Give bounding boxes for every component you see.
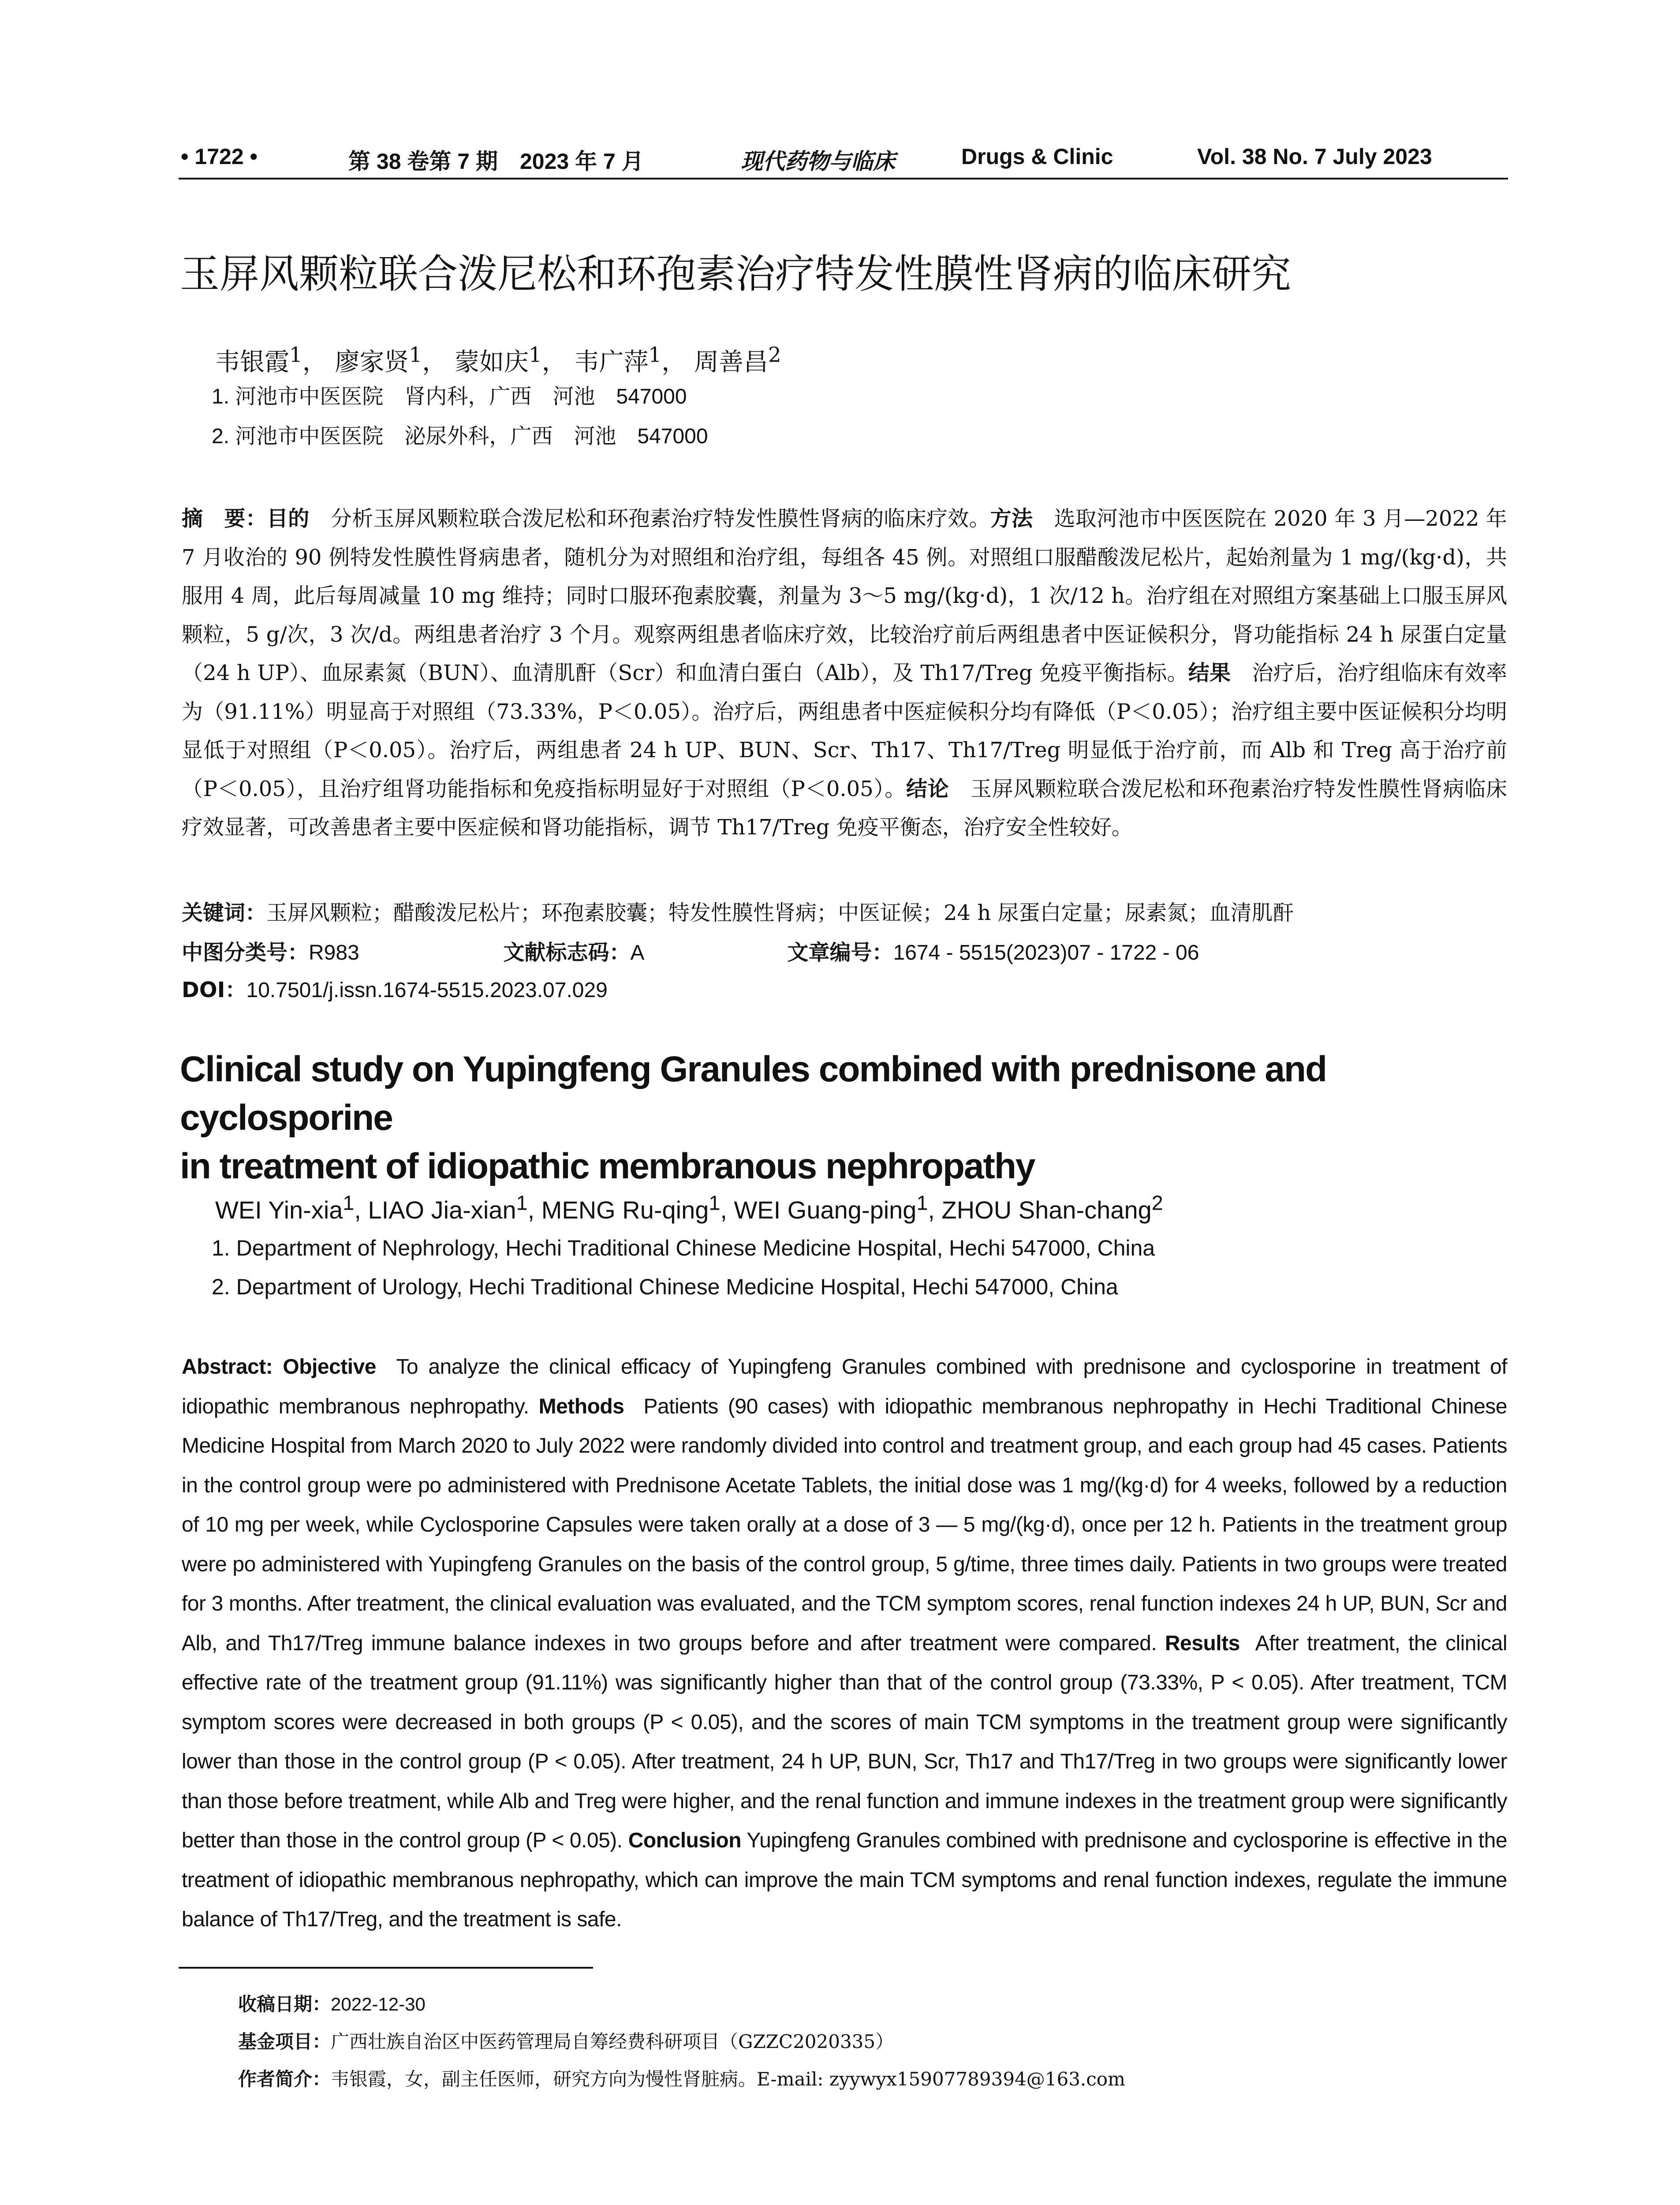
author-bio-text: 韦银霞，女，副主任医师，研究方向为慢性肾脏病。E-mail: zyywyx15907789394@163.com — [331, 2068, 1125, 2090]
conclusion-text-cn: 玉屏风颗粒联合泼尼松和环孢素治疗特发性膜性肾病临床疗效显著，可改善患者主要中医症候和肾功能指标，调节 Th17/Treg 免疫平衡态，治疗安全性较好。 — [182, 776, 1507, 840]
methods-label-en: Methods — [538, 1394, 624, 1418]
footnote-funding — [238, 2029, 894, 2055]
affiliation-cn-1: 1. 河池市中医医院 肾内科，广西 河池 547000 — [212, 385, 687, 408]
article-no-label: 文章编号： — [787, 940, 893, 965]
author-cn: 周善昌$^2$ — [694, 343, 781, 377]
affiliation-en-1: 1. Department of Nephrology, Hechi Traditional Chinese Medicine Hospital, Hechi 547000, China — [212, 1236, 1155, 1260]
abstract-label-cn: 摘 要： — [182, 506, 267, 531]
clc-label: 中图分类号： — [182, 940, 309, 965]
affiliation-en-2: 2. Department of Urology, Hechi Traditional Chinese Medicine Hospital, Hechi 547000, China — [212, 1274, 1118, 1299]
doi — [182, 977, 608, 1004]
abstract-label-en: Abstract: — [182, 1355, 283, 1379]
objective-label-en: Objective — [283, 1355, 376, 1379]
author-en: LIAO Jia-xian$^1$ — [368, 1191, 528, 1224]
article-no-value: 1674 - 5515(2023)07 - 1722 - 06 — [893, 941, 1199, 964]
keywords-cn — [182, 900, 1294, 926]
journal-name-cn: 现代药物与临床 — [741, 148, 895, 174]
objective-text-cn: 分析玉屏风颗粒联合泼尼松和环孢素治疗特发性膜性肾病的临床疗效。 — [330, 506, 990, 531]
conclusion-label-en: Conclusion — [628, 1829, 742, 1852]
author-en: MENG Ru-qing$^1$ — [541, 1191, 721, 1224]
footnote-received — [238, 1991, 426, 2018]
authors-en: WEI Yin-xia$^1$, LIAO Jia-xian$^1$, MENG Ru-qing$^1$, WEI Guang-ping$^1$, ZHOU Shan-chang$^2$ — [215, 1191, 1163, 1224]
methods-text-cn: 选取河池市中医医院在 2020 年 3 月—2022 年 7 月收治的 90 例特发性膜性肾病患者，随机分为对照组和治疗组，每组各 45 例。对照组口服醋酸泼尼松片，起始剂量为 1 mg/(kg·d)，共服用 4 周，此后每周减量 10 mg 维持；同时口服环孢素胶囊，剂量为 3～5 mg/(kg·d)，1 次/12 h。治疗组在对照组方案基础上口服玉屏风颗粒，5 g/次，3 次/d。两组患者治疗 3 个月。观察两组患者临床疗效，比较治疗前后两组患者中医证候积分，肾功能指标 24 h 尿蛋白定量（24 h UP）、血尿素氮（BUN）、血清肌酐（Scr）和血清白蛋白（Alb），及 Th17/Treg 免疫平衡指标。 — [182, 506, 1507, 685]
methods-text-en: Patients (90 cases) with idiopathic membranous nephropathy in Hechi Traditional Chinese Medicine Hospital from March 2020 to July 2022 were randomly divided into control and treatment group, and each group had 45 cases. Patients in the control group were po administered with Prednisone Acetate Tablets, the initial dose was 1 mg/(kg·d) for 4 weeks, followed by a reduction of 10 mg per week, while Cyclosporine Capsules were taken orally at a dose of 3 — 5 mg/(kg·d), once per 12 h. Patients in the treatment group were po administered with Yupingfeng Granules on the basis of the control group, 5 g/time, three times daily. Patients in two groups were treated for 3 months. After treatment, the clinical evaluation was evaluated, and the TCM symptom scores, renal function indexes 24 h UP, BUN, Scr and Alb, and Th17/Treg immune balance indexes in two groups before and after treatment were compared. — [182, 1394, 1507, 1655]
title-en-line-1: Clinical study on Yupingfeng Granules combined with prednisone and cyclosporine — [180, 1049, 1327, 1138]
author-en: WEI Guang-ping$^1$ — [734, 1191, 928, 1224]
page-number: • 1722 • — [181, 144, 258, 169]
author-bio-label: 作者简介： — [238, 2068, 331, 2090]
doc-code-label: 文献标志码： — [503, 940, 631, 965]
results-label-cn: 结果 — [1188, 661, 1231, 685]
header-rule — [179, 178, 1508, 179]
results-text-en: After treatment, the clinical effective rate of the treatment group (91.11%) was significantly higher than that of the control group (73.33%, P < 0.05). After treatment, TCM symptom scores were decreased in both groups (P < 0.05), and the scores of main TCM symptoms in the treatment group were significantly lower than those in the control group (P < 0.05). After treatment, 24 h UP, BUN, Scr, Th17 and Th17/Treg in two groups were significantly lower than those before treatment, while Alb and Treg were higher, and the renal function and immune indexes in the treatment group were significantly better than those in the control group (P < 0.05). — [182, 1631, 1507, 1852]
doi-label: DOI： — [182, 978, 246, 1002]
classification — [182, 939, 1199, 966]
title-en-line-2: in treatment of idiopathic membranous nephropathy — [180, 1146, 1035, 1186]
received-date: 2022-12-30 — [331, 1994, 426, 2014]
author-en: ZHOU Shan-chang$^2$ — [941, 1191, 1163, 1224]
conclusion-label-cn: 结论 — [906, 776, 949, 801]
author-cn: 廖家贤$^1$ — [335, 343, 422, 377]
title-cn: 玉屏风颗粒联合泼尼松和环孢素治疗特发性膜性肾病的临床研究 — [180, 251, 1291, 297]
doc-code-value: A — [630, 941, 643, 964]
author-cn: 蒙如庆$^1$ — [455, 343, 542, 377]
title-en — [180, 1045, 1507, 1191]
funding-label: 基金项目： — [238, 2031, 331, 2052]
results-label-en: Results — [1165, 1631, 1240, 1655]
footnote-author-bio — [238, 2066, 1125, 2093]
abstract-en — [182, 1347, 1507, 1940]
authors-cn: 韦银霞$^1$， 廖家贤$^1$， 蒙如庆$^1$， 韦广萍$^1$， 周善昌$^2$ — [215, 343, 781, 377]
methods-label-cn: 方法 — [990, 506, 1033, 531]
author-cn: 韦广萍$^1$ — [574, 343, 662, 377]
footnote-rule — [179, 1967, 593, 1969]
issue-en: Vol. 38 No. 7 July 2023 — [1197, 144, 1432, 169]
conclusion-text-en: Yupingfeng Granules combined with prednisone and cyclosporine is effective in the treatment of idiopathic membranous nephropathy, which can improve the main TCM symptoms and renal function indexes, regulate the immune balance of Th17/Treg, and the treatment is safe. — [182, 1829, 1508, 1931]
author-cn: 韦银霞$^1$ — [215, 343, 302, 377]
keywords-label: 关键词： — [182, 901, 267, 925]
objective-text-en: To analyze the clinical efficacy of Yupingfeng Granules combined with prednisone and cyclosporine in treatment of idiopathic membranous nephropathy. — [182, 1355, 1507, 1418]
keywords-text: 玉屏风颗粒；醋酸泼尼松片；环孢素胶囊；特发性膜性肾病；中医证候；24 h 尿蛋白定量；尿素氮；血清肌酐 — [266, 901, 1294, 925]
received-label: 收稿日期： — [238, 1993, 331, 2015]
doi-value: 10.7501/j.issn.1674-5515.2023.07.029 — [246, 979, 608, 1002]
results-text-cn: 治疗后，治疗组临床有效率为（91.11%）明显高于对照组（73.33%，P＜0.05）。治疗后，两组患者中医症候积分均有降低（P＜0.05）；治疗组主要中医证候积分均明显低于对照组（P＜0.05）。治疗后，两组患者 24 h UP、BUN、Scr、Th17、Th17/Treg 明显低于治疗前，而 Alb 和 Treg 高于治疗前（P＜0.05），且治疗组肾功能指标和免疫指标明显好于对照组（P＜0.05）。 — [182, 661, 1507, 801]
affiliation-cn-2: 2. 河池市中医医院 泌尿外科，广西 河池 547000 — [212, 425, 708, 448]
journal-name-en: Drugs & Clinic — [961, 144, 1113, 169]
funding-text: 广西壮族自治区中医药管理局自筹经费科研项目（GZZC2020335） — [331, 2031, 894, 2052]
objective-label-cn: 目的 — [267, 506, 310, 531]
abstract-cn — [182, 500, 1507, 847]
author-en: WEI Yin-xia$^1$ — [215, 1191, 355, 1224]
issue-cn: 第 38 卷第 7 期 2023 年 7 月 — [348, 149, 644, 174]
clc-value: R983 — [309, 941, 359, 964]
